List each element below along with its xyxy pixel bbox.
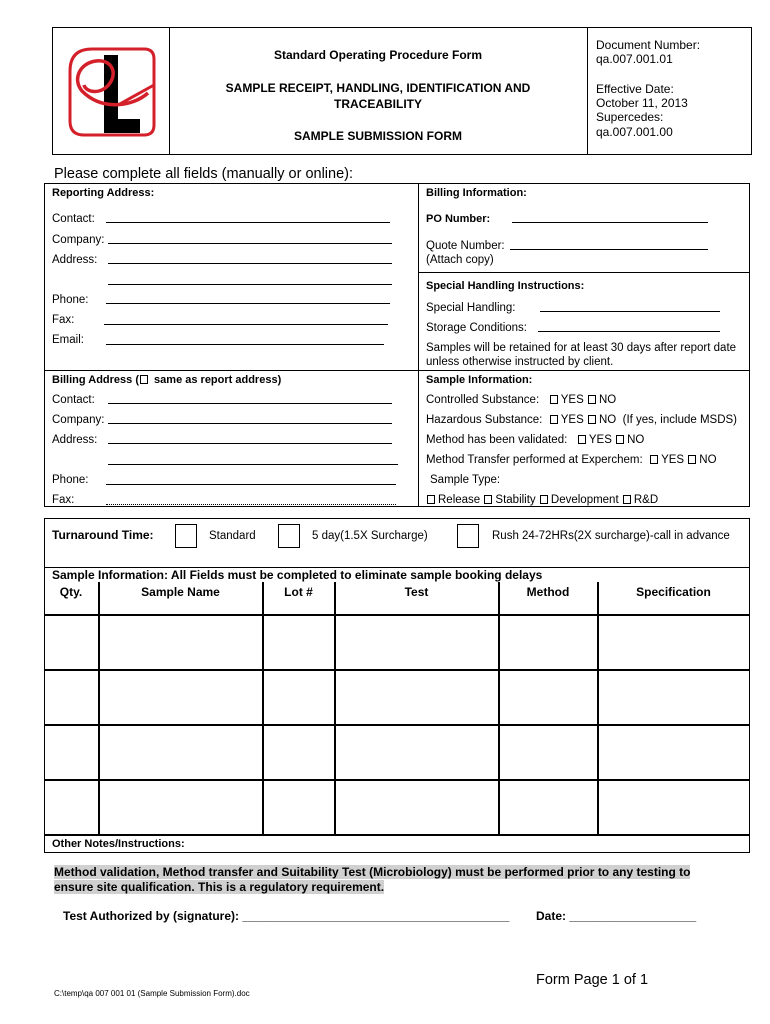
billing-company-field[interactable] [108,423,392,424]
form-subject-line-1: SAMPLE RECEIPT, HANDLING, IDENTIFICATION AND [225,81,531,95]
form-name: SAMPLE SUBMISSION FORM [293,129,462,143]
billing-information-title: Billing Information: [426,187,527,199]
effective-date-value: October 11, 2013 [596,96,688,110]
authorization-date[interactable]: Date: ___________________ [536,909,697,923]
billing-phone-label: Phone: [52,474,89,486]
rush-turnaround-checkbox[interactable] [457,524,479,548]
col-header-method: Method [526,585,570,599]
doc-number-value: qa.007.001.01 [596,52,673,66]
billing-address-field-2[interactable] [108,464,398,465]
reporting-fax-label: Fax: [52,314,75,326]
quote-number-field[interactable] [510,249,708,250]
controlled-substance-row: Controlled Substance: YES NO [426,394,617,406]
col-header-specification: Specification [636,585,711,599]
instructions-text: Please complete all fields (manually or online): [54,166,354,182]
reporting-address-label: Address: [52,254,98,266]
development-checkbox[interactable] [540,495,548,504]
billing-company-label: Company: [52,414,105,426]
special-handling-field[interactable] [540,311,720,312]
supersedes-label: Supercedes: [596,110,664,124]
storage-conditions-field[interactable] [538,331,720,332]
special-handling-label: Special Handling: [426,302,516,314]
five-day-turnaround-checkbox[interactable] [278,524,300,548]
billing-fax-field[interactable] [106,504,396,505]
transfer-no-checkbox[interactable] [688,455,696,464]
regulatory-warning-line-1: Method validation, Method transfer and Suitability Test (Microbiology) must be performed prior to any testing to [54,865,691,879]
transfer-yes-checkbox[interactable] [650,455,658,464]
test-authorized-signature[interactable]: Test Authorized by (signature): ________________________________________ [63,909,510,923]
quote-number-label: Quote Number: [426,240,505,252]
col-header-test: Test [404,585,429,599]
special-handling-title: Special Handling Instructions: [426,280,585,292]
reporting-address-field-1[interactable] [108,263,392,264]
hazardous-yes-checkbox[interactable] [550,415,558,424]
turnaround-label: Turnaround Time: [52,528,154,542]
page-number: Form Page 1 of 1 [536,972,649,988]
controlled-no-checkbox[interactable] [588,395,596,404]
regulatory-warning-line-2: ensure site qualification. This is a regulatory requirement. [54,880,385,894]
storage-conditions-label: Storage Conditions: [426,322,528,334]
other-notes-label: Other Notes/Instructions: [52,838,185,850]
billing-address-label: Address: [52,434,98,446]
standard-turnaround-label: Standard [209,530,256,542]
reporting-email-field[interactable] [106,344,384,345]
hazardous-no-checkbox[interactable] [588,415,596,424]
billing-address-title: Billing Address ( same as report address) [52,374,282,386]
five-day-turnaround-label: 5 day(1.5X Surcharge) [312,530,428,542]
po-number-label: PO Number: [426,213,491,225]
form-type-title: Standard Operating Procedure Form [273,48,483,62]
reporting-company-field[interactable] [108,243,392,244]
company-logo [62,41,162,141]
sample-type-row: Release Stability Development R&D [426,493,658,507]
reporting-fax-field[interactable] [104,324,388,325]
rush-turnaround-label: Rush 24-72HRs(2X surcharge)-call in advance [492,530,730,542]
po-number-field[interactable] [512,222,708,223]
method-transfer-row: Method Transfer performed at Experchem: YES NO [426,454,717,466]
rnd-checkbox[interactable] [623,495,631,504]
attach-copy-note: (Attach copy) [426,254,494,266]
reporting-address-field-2[interactable] [108,284,392,285]
sample-information-title: Sample Information: [426,374,533,386]
sample-table-title: Sample Information: All Fields must be completed to eliminate sample booking delays [52,568,543,582]
standard-turnaround-checkbox[interactable] [175,524,197,548]
reporting-email-label: Email: [52,334,84,346]
method-validated-row: Method has been validated: YES NO [426,434,645,446]
controlled-yes-checkbox[interactable] [550,395,558,404]
retention-note-line-2: unless otherwise instructed by client. [426,356,614,368]
reporting-phone-field[interactable] [106,303,390,304]
effective-date-label: Effective Date: [596,82,674,96]
retention-note-line-1: Samples will be retained for at least 30 days after report date [426,342,737,354]
hazardous-substance-row: Hazardous Substance: YES NO (If yes, include MSDS) [426,414,738,426]
col-header-lot: Lot # [284,585,313,599]
billing-fax-label: Fax: [52,494,75,506]
sample-type-label: Sample Type: [430,474,501,486]
reporting-company-label: Company: [52,234,105,246]
file-path: C:\temp\qa 007 001 01 (Sample Submission Form).doc [54,989,250,998]
same-as-report-checkbox[interactable] [140,375,148,384]
billing-address-field-1[interactable] [108,443,392,444]
stability-checkbox[interactable] [484,495,492,504]
reporting-phone-label: Phone: [52,294,89,306]
doc-number-label: Document Number: [596,38,701,52]
billing-contact-field[interactable] [108,403,392,404]
billing-contact-label: Contact: [52,394,95,406]
col-header-qty: Qty. [59,585,83,599]
reporting-contact-field[interactable] [106,222,390,223]
reporting-address-title: Reporting Address: [52,187,155,199]
supersedes-value: qa.007.001.00 [596,125,673,139]
release-checkbox[interactable] [427,495,435,504]
validated-no-checkbox[interactable] [616,435,624,444]
col-header-sample-name: Sample Name [141,585,220,599]
reporting-contact-label: Contact: [52,213,95,225]
validated-yes-checkbox[interactable] [578,435,586,444]
billing-phone-field[interactable] [106,484,396,485]
form-subject-line-2: TRACEABILITY [334,97,422,111]
